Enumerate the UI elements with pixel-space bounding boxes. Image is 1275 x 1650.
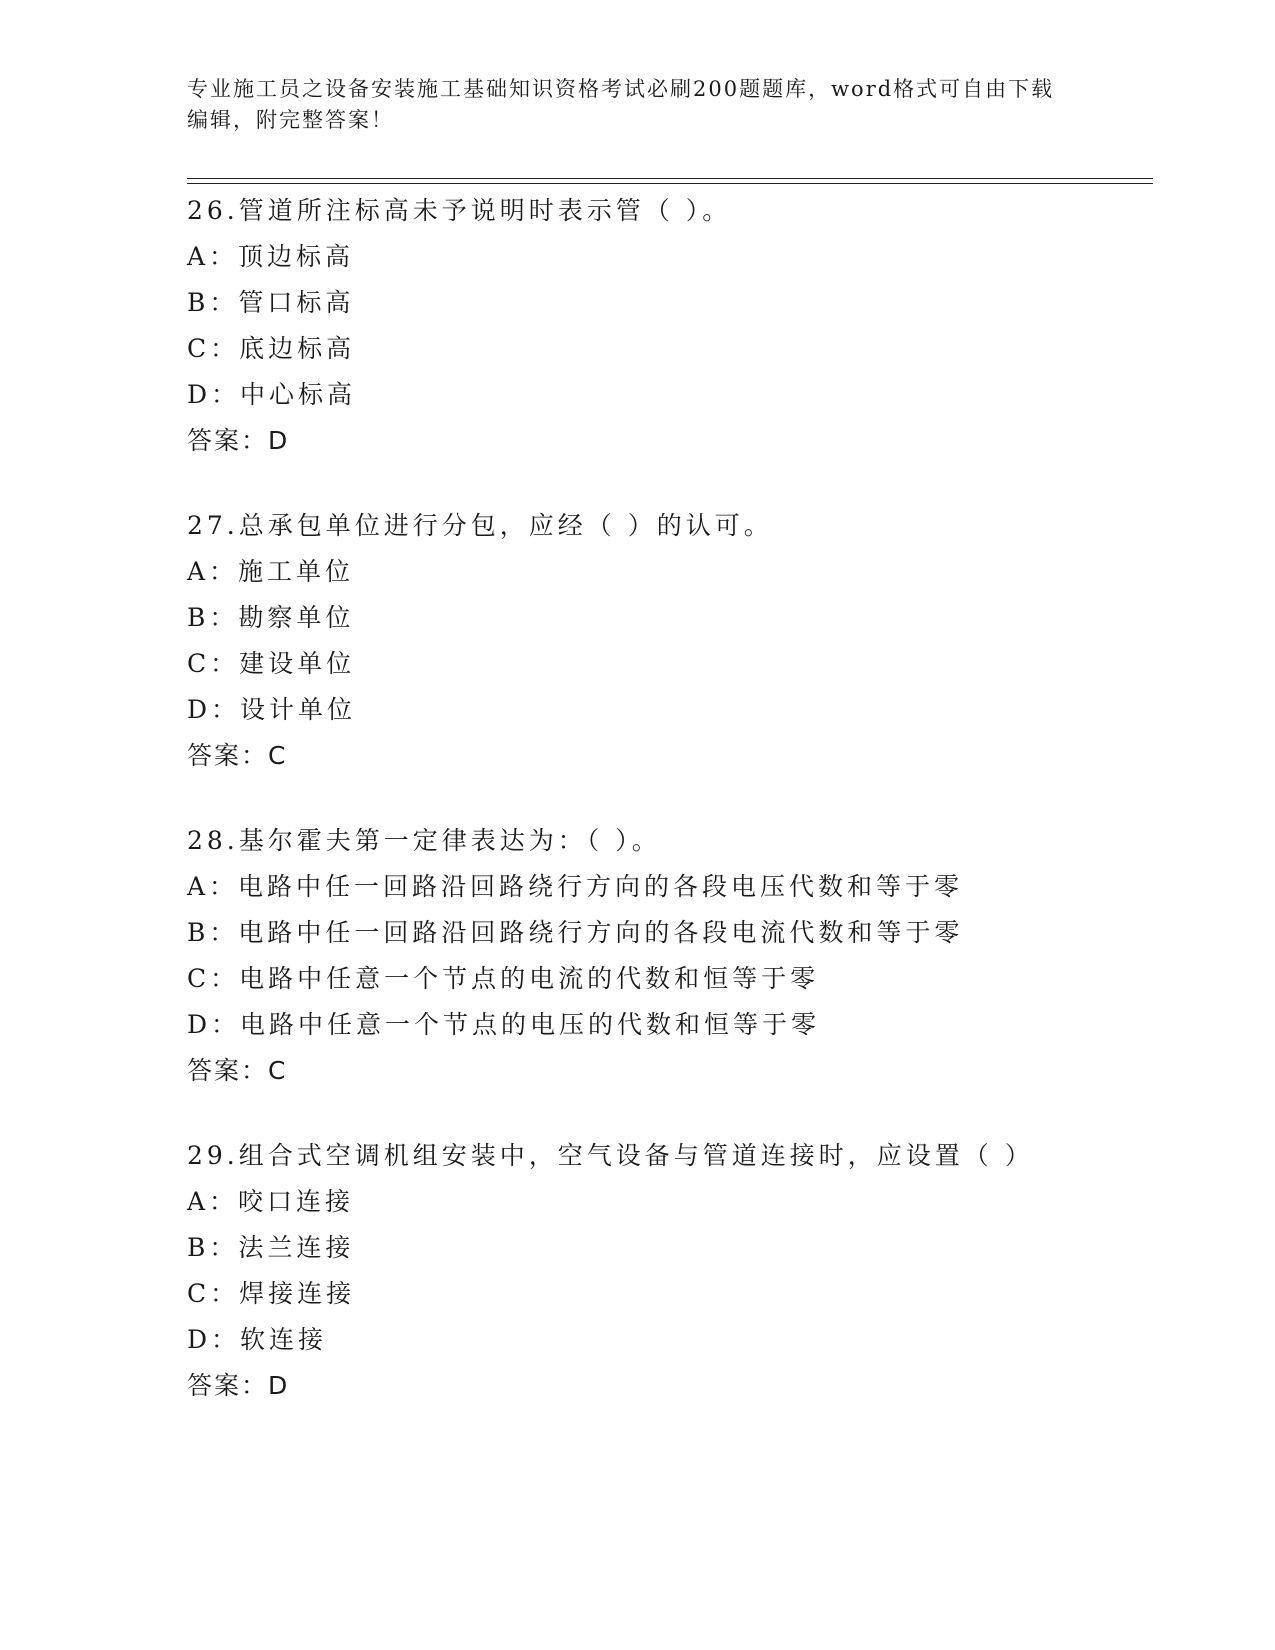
option-d: D：软连接 bbox=[187, 1325, 328, 1354]
option-c: C：电路中任意一个节点的电流的代数和恒等于零 bbox=[187, 964, 820, 993]
question-26 bbox=[187, 188, 1153, 464]
question-list bbox=[187, 188, 1153, 1448]
question-stem: 26.管道所注标高未予说明时表示管（ ）。 bbox=[187, 196, 732, 225]
question-stem: 28.基尔霍夫第一定律表达为：（ ）。 bbox=[187, 826, 661, 855]
option-b: B：勘察单位 bbox=[187, 603, 355, 632]
header-divider-top bbox=[187, 178, 1153, 179]
answer: 答案：C bbox=[187, 1056, 288, 1085]
document-header: 专业施工员之设备安装施工基础知识资格考试必刷200题题库，word格式可自由下载编辑，附完整答案！ bbox=[187, 77, 1055, 132]
option-b: B：管口标高 bbox=[187, 288, 355, 317]
option-d: D：设计单位 bbox=[187, 695, 357, 724]
option-b: B：法兰连接 bbox=[187, 1233, 355, 1262]
question-27 bbox=[187, 503, 1153, 779]
header-divider-bottom bbox=[187, 183, 1153, 184]
option-c: C：焊接连接 bbox=[187, 1279, 356, 1308]
question-29 bbox=[187, 1133, 1153, 1409]
option-c: C：建设单位 bbox=[187, 649, 356, 678]
option-a: A：咬口连接 bbox=[187, 1187, 355, 1216]
answer: 答案：C bbox=[187, 741, 288, 770]
option-b: B：电路中任一回路沿回路绕行方向的各段电流代数和等于零 bbox=[187, 918, 964, 947]
option-d: D：中心标高 bbox=[187, 380, 357, 409]
question-stem: 29.组合式空调机组安装中，空气设备与管道连接时，应设置（ ） bbox=[187, 1141, 1034, 1170]
answer: 答案：D bbox=[187, 1371, 290, 1400]
question-28 bbox=[187, 818, 1153, 1094]
option-c: C：底边标高 bbox=[187, 334, 356, 363]
option-d: D：电路中任意一个节点的电压的代数和恒等于零 bbox=[187, 1010, 821, 1039]
option-a: A：顶边标高 bbox=[187, 242, 355, 271]
answer: 答案：D bbox=[187, 426, 290, 455]
option-a: A：施工单位 bbox=[187, 557, 355, 586]
option-a: A：电路中任一回路沿回路绕行方向的各段电压代数和等于零 bbox=[187, 872, 964, 901]
question-stem: 27.总承包单位进行分包，应经（ ）的认可。 bbox=[187, 511, 773, 540]
